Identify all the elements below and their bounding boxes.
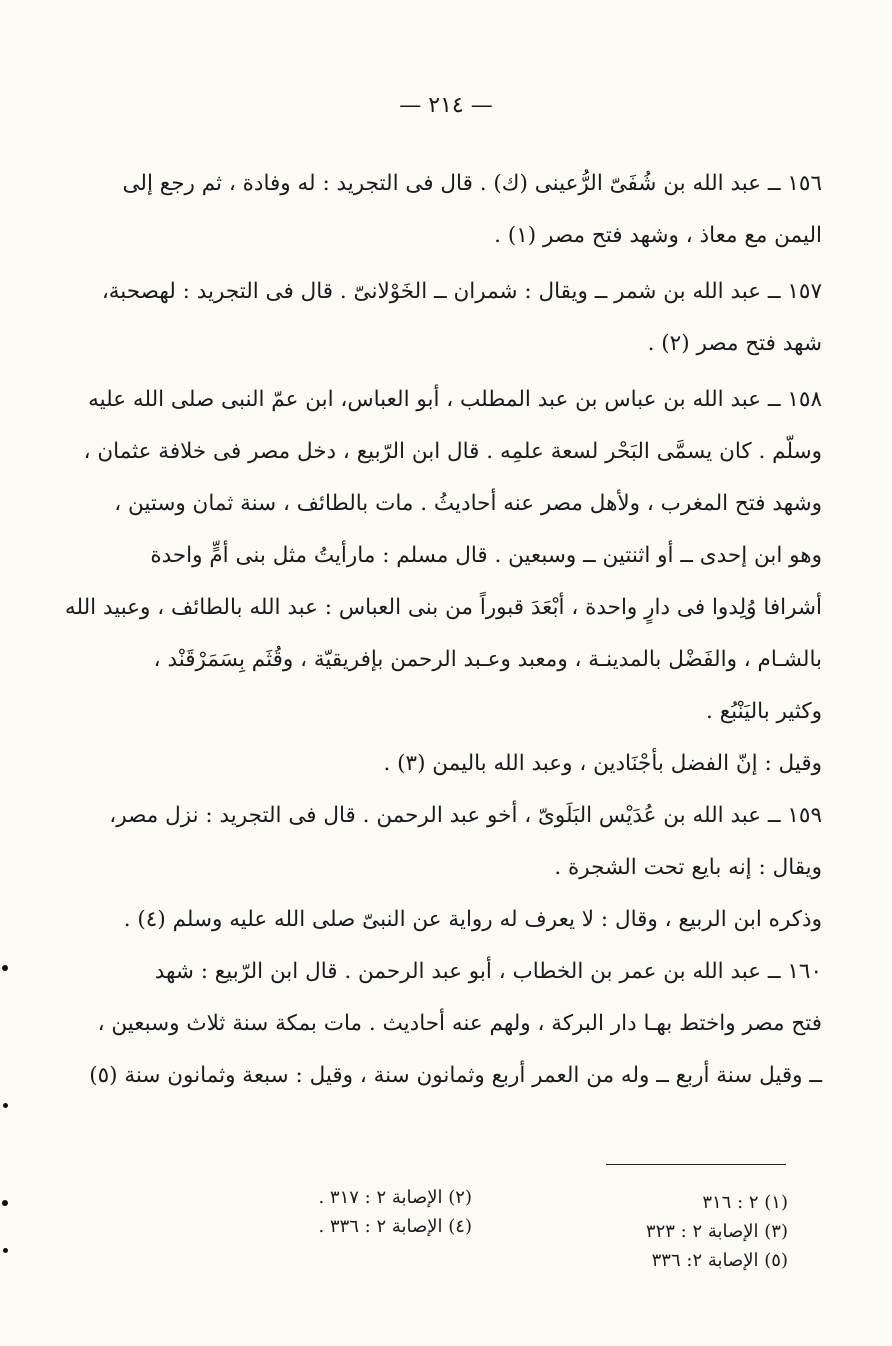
text-line: وسلّم . كان يسمَّى البَحْر لسعة علمِه . قال ابن الرّبيع ، دخل مصر فى خلافة عثمان ، bbox=[83, 439, 822, 464]
scan-speck bbox=[2, 1200, 8, 1206]
text-line: وذكره ابن الربيع ، وقال : لا يعرف له رواية عن النبىّ صلى الله عليه وسلم (٤) . bbox=[123, 907, 822, 932]
text-line: ١٥٦ ــ عبد الله بن شُفَىّ الرُّعينى (ك) . قال فى التجريد : له وفادة ، ثم رجع إلى bbox=[122, 171, 822, 196]
footnote: (١) ٢ : ٣١٦ bbox=[702, 1192, 788, 1213]
text-line: اليمن مع معاذ ، وشهد فتح مصر (١) . bbox=[494, 223, 822, 248]
text-line: ــ وقيل سنة أربع ــ وله من العمر أربع وثمانون سنة ، وقيل : سبعة وثمانون سنة (٥) bbox=[89, 1063, 822, 1088]
footnote: (٣) الإصابة ٢ : ٣٢٣ bbox=[645, 1221, 788, 1242]
text-line: ١٥٨ ــ عبد الله بن عباس بن عبد المطلب ، أبو العباس، ابن عمّ النبى صلى الله عليه bbox=[88, 387, 822, 412]
footnote: (٥) الإصابة ٢: ٣٣٦ bbox=[651, 1250, 788, 1271]
scan-speck bbox=[2, 965, 8, 971]
text-line: ١٦٠ ــ عبد الله بن عمر بن الخطاب ، أبو عبد الرحمن . قال ابن الرّبيع : شهد bbox=[154, 959, 822, 984]
scan-speck bbox=[3, 1103, 8, 1108]
text-line: وشهد فتح المغرب ، ولأهل مصر عنه أحاديثُ . مات بالطائف ، سنة ثمان وستين ، bbox=[114, 491, 822, 516]
text-line: ١٥٧ ــ عبد الله بن شمر ــ ويقال : شمران ــ الخَوْلانىّ . قال فى التجريد : لهصحبة، bbox=[101, 279, 822, 304]
scan-speck bbox=[3, 1248, 8, 1253]
main-text bbox=[64, 158, 822, 1102]
footnote: (٤) الإصابة ٢ : ٣٣٦ . bbox=[318, 1216, 472, 1237]
text-line: ويقال : إنه بايع تحت الشجرة . bbox=[554, 855, 822, 880]
page-number: — ٢١٤ — bbox=[399, 93, 493, 118]
text-line: وقيل : إنّ الفضل بأجْنَادين ، وعبد الله باليمن (٣) . bbox=[383, 751, 822, 776]
text-line: شهد فتح مصر (٢) . bbox=[647, 331, 822, 356]
footnotes-left-column bbox=[232, 1183, 472, 1241]
footnotes-right-column bbox=[548, 1188, 788, 1275]
footnote-divider bbox=[606, 1164, 786, 1165]
text-line: أشرافا وُلِدوا فى دارٍ واحدة ، أبْعَدَ قبوراً من بنى العباس : عبد الله بالطائف ، وعبيد الله bbox=[64, 595, 822, 620]
text-line: بالشـام ، والفَضْل بالمدينـة ، ومعبد وعـبد الرحمن بإفريقيّة ، وقُثَم بِسَمَرْقَنْد ، bbox=[153, 647, 822, 672]
text-line: ١٥٩ ــ عبد الله بن عُدَيْس البَلَوىّ ، أخو عبد الرحمن . قال فى التجريد : نزل مصر، bbox=[109, 803, 822, 828]
text-line: وكثير باليَنْبُع . bbox=[706, 699, 822, 724]
text-line: وهو ابن إحدى ــ أو اثنتين ــ وسبعين . قال مسلم : مارأيتُ مثل بنى أمٍّ واحدة bbox=[150, 543, 822, 568]
footnote: (٢) الإصابة ٢ : ٣١٧ . bbox=[318, 1187, 472, 1208]
text-line: فتح مصر واختط بهـا دار البركة ، ولهم عنه أحاديث . مات بمكة سنة ثلاث وسبعين ، bbox=[97, 1011, 822, 1036]
